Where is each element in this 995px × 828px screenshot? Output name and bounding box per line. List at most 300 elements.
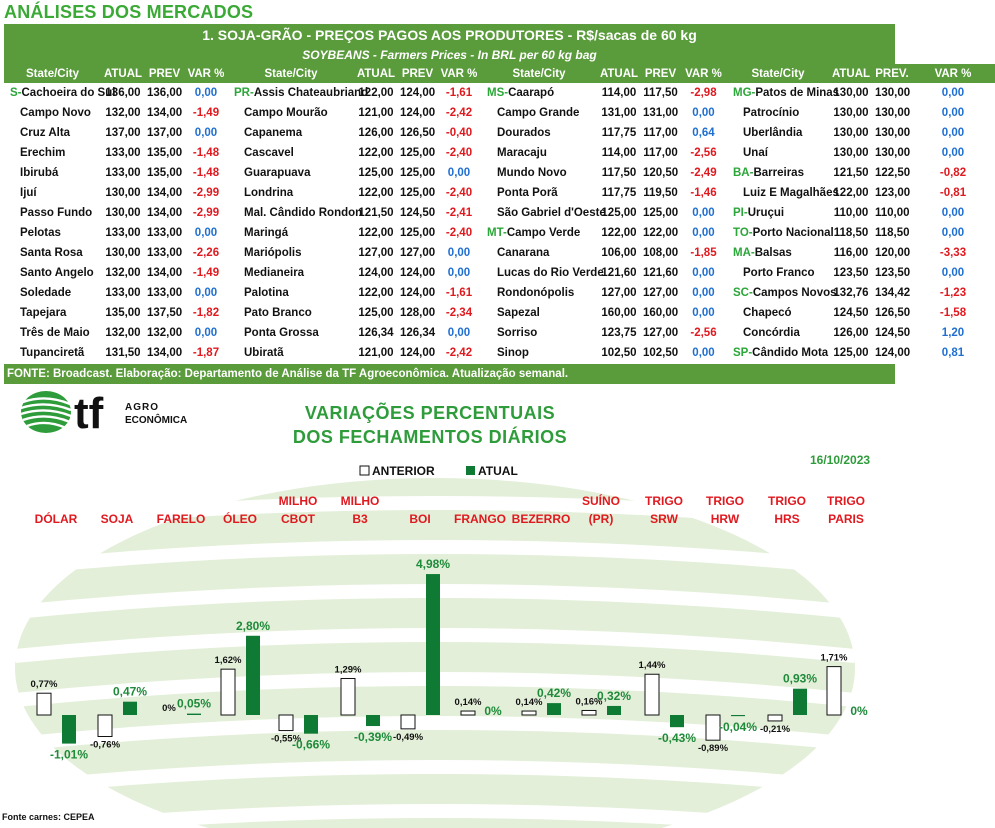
price-previous: 117,00 — [641, 123, 680, 143]
column-header: ATUAL — [829, 64, 873, 83]
state-code: MG- — [733, 86, 756, 99]
category-label: DÓLAR — [34, 512, 78, 526]
price-previous: 124,50 — [398, 203, 437, 223]
logo-mark: tf — [74, 389, 104, 438]
table-row — [4, 323, 995, 343]
city-name: Uberlândia — [743, 127, 803, 139]
price-variation: -0,81 — [911, 183, 995, 203]
city-name: Santo Angelo — [20, 267, 94, 279]
price-variation: -1,61 — [437, 83, 481, 103]
city-name: Chapecó — [743, 307, 792, 319]
bar-anterior — [221, 669, 235, 715]
city-cell — [481, 103, 597, 123]
city-cell — [727, 183, 839, 203]
city-cell — [228, 83, 369, 103]
price-previous: 130,00 — [873, 103, 911, 123]
price-current: 132,00 — [101, 103, 145, 123]
price-previous: 133,00 — [145, 243, 184, 263]
category-label: PARIS — [828, 512, 864, 526]
city-cell — [727, 263, 829, 283]
price-variation: -0,40 — [437, 123, 481, 143]
state-code: PI- — [733, 207, 748, 219]
legend-swatch-anterior — [360, 466, 369, 475]
category-label: FRANGO — [454, 512, 506, 526]
city-cell — [228, 143, 354, 163]
value-label-atual: -0,39% — [353, 730, 393, 745]
bar-atual — [731, 715, 745, 716]
column-header: VAR % — [184, 64, 228, 83]
column-header: State/City — [228, 64, 354, 83]
chart-legend — [360, 464, 518, 478]
bar-anterior — [341, 678, 355, 715]
city-cell — [228, 183, 354, 203]
city-name: Luiz E Magalhães — [743, 187, 839, 199]
bar-anterior — [768, 715, 782, 721]
column-header: PREV — [398, 64, 437, 83]
city-name: Três de Maio — [20, 327, 90, 339]
city-name: Concórdia — [743, 327, 800, 339]
city-cell — [481, 143, 597, 163]
price-variation: 0,00 — [437, 263, 481, 283]
city-cell — [228, 203, 363, 223]
price-current: 125,00 — [354, 163, 398, 183]
city-name: Erechim — [20, 147, 66, 159]
price-previous: 134,42 — [873, 283, 911, 303]
bar-anterior — [582, 710, 596, 715]
city-cell — [228, 303, 354, 323]
chart-source-note: Fonte carnes: CEPEA — [2, 812, 95, 822]
price-variation: -2,26 — [184, 243, 228, 263]
price-current: 122,00 — [354, 83, 398, 103]
price-previous: 127,00 — [641, 323, 680, 343]
price-variation: 0,00 — [680, 263, 727, 283]
price-previous: 117,50 — [641, 83, 680, 103]
value-label-anterior: 1,62% — [214, 655, 242, 667]
price-current: 130,00 — [829, 123, 873, 143]
price-variation: 0,00 — [184, 283, 228, 303]
city-cell — [228, 263, 354, 283]
table-row — [4, 83, 995, 103]
city-name: Caarapó — [508, 86, 555, 99]
price-previous: 117,00 — [641, 143, 680, 163]
city-cell — [481, 163, 597, 183]
price-current: 117,75 — [597, 123, 641, 143]
price-current: 121,50 — [829, 163, 873, 183]
price-current: 121,50 — [354, 203, 398, 223]
bar-anterior — [645, 674, 659, 715]
bar-anterior — [522, 711, 536, 715]
price-previous: 133,00 — [145, 223, 184, 243]
state-code: SC- — [733, 287, 753, 299]
chart-title-line1: VARIAÇÕES PERCENTUAIS — [304, 403, 556, 423]
state-code: S- — [10, 86, 22, 99]
bar-atual — [366, 715, 380, 726]
price-current: 122,00 — [354, 183, 398, 203]
column-header: PREV — [145, 64, 184, 83]
price-variation: -2,40 — [437, 223, 481, 243]
state-code: SP- — [733, 347, 753, 359]
price-variation: -2,56 — [680, 143, 727, 163]
price-current: 130,00 — [101, 183, 145, 203]
table-row — [4, 183, 995, 203]
price-current: 131,50 — [101, 343, 145, 363]
category-label: HRW — [710, 512, 740, 526]
price-variation: 0,00 — [184, 323, 228, 343]
city-cell — [4, 183, 101, 203]
price-current: 121,00 — [354, 103, 398, 123]
price-previous: 124,50 — [873, 323, 911, 343]
price-current: 133,00 — [101, 163, 145, 183]
city-name: Mal. Cândido Rondon — [244, 207, 363, 219]
value-label-anterior: 1,29% — [334, 664, 362, 676]
price-current: 133,00 — [101, 283, 145, 303]
price-previous: 123,50 — [873, 263, 911, 283]
value-label-atual: -0,04% — [718, 720, 758, 735]
chart-title-line2: DOS FECHAMENTOS DIÁRIOS — [292, 427, 568, 447]
city-name: Londrina — [244, 187, 294, 199]
city-cell — [727, 83, 840, 103]
city-cell — [4, 103, 101, 123]
city-name: Soledade — [20, 287, 72, 299]
price-current: 121,60 — [597, 263, 641, 283]
price-previous: 123,00 — [873, 183, 911, 203]
city-name: Cândido Mota — [752, 347, 829, 359]
value-label-anterior: -0,55% — [270, 733, 302, 745]
logo-line2: ECONÔMICA — [125, 415, 188, 426]
value-label-atual: 0,93% — [782, 671, 818, 686]
city-cell — [4, 323, 101, 343]
price-current: 124,50 — [829, 303, 873, 323]
table-body — [4, 83, 995, 363]
price-previous: 125,00 — [398, 183, 437, 203]
table-title: 1. SOJA-GRÃO - PREÇOS PAGOS AOS PRODUTORES - R$/sacas de 60 kg — [4, 24, 895, 46]
price-current: 122,00 — [354, 143, 398, 163]
category-label: ÓLEO — [222, 512, 258, 526]
price-current: 102,50 — [597, 343, 641, 363]
price-current: 130,00 — [101, 243, 145, 263]
city-name: Pato Branco — [244, 307, 312, 319]
price-current: 125,00 — [597, 203, 641, 223]
city-cell — [228, 243, 354, 263]
price-previous: 119,50 — [641, 183, 680, 203]
city-cell — [481, 123, 597, 143]
table-row — [4, 303, 995, 323]
city-name: Porto Franco — [743, 267, 815, 279]
city-cell — [4, 283, 101, 303]
price-current: 127,00 — [597, 283, 641, 303]
bar-atual — [547, 703, 561, 715]
column-header: ATUAL — [354, 64, 398, 83]
city-cell — [727, 303, 829, 323]
price-previous: 125,00 — [398, 223, 437, 243]
price-variation: -2,40 — [437, 183, 481, 203]
table-row — [4, 103, 995, 123]
price-current: 122,00 — [354, 283, 398, 303]
value-label-atual: 2,80% — [235, 618, 271, 633]
value-label-atual: 0% — [850, 704, 868, 718]
price-variation: 0,00 — [911, 263, 995, 283]
city-name: Campos Novos — [752, 287, 837, 299]
price-variation: -1,49 — [184, 103, 228, 123]
city-name: Maracaju — [497, 147, 547, 159]
price-variation: -2,99 — [184, 183, 228, 203]
price-previous: 134,00 — [145, 183, 184, 203]
city-cell — [481, 283, 597, 303]
city-name: Sorriso — [497, 327, 538, 339]
price-variation: -2,40 — [437, 143, 481, 163]
price-previous: 118,50 — [873, 223, 911, 243]
price-variation: -1,48 — [184, 143, 228, 163]
price-current: 121,00 — [354, 343, 398, 363]
value-label-anterior: -0,89% — [697, 743, 729, 755]
city-name: Unaí — [743, 147, 768, 159]
column-header: PREV. — [873, 64, 911, 83]
price-variation: -2,42 — [437, 343, 481, 363]
price-previous: 122,50 — [873, 163, 911, 183]
city-cell — [228, 283, 354, 303]
price-current: 110,00 — [829, 203, 873, 223]
soy-prices-table-panel — [4, 24, 972, 384]
bar-atual — [62, 715, 76, 744]
category-label: SRW — [650, 512, 678, 526]
price-variation: 0,81 — [911, 343, 995, 363]
city-name: Campo Novo — [20, 107, 91, 119]
price-current: 118,50 — [829, 223, 873, 243]
bar-anterior — [279, 715, 293, 731]
city-name: Ponta Porã — [497, 187, 558, 199]
category-label: MILHO — [278, 494, 318, 508]
price-previous: 126,34 — [398, 323, 437, 343]
column-header: State/City — [481, 64, 597, 83]
price-previous: 120,50 — [641, 163, 680, 183]
price-previous: 125,00 — [641, 203, 680, 223]
price-current: 135,00 — [101, 303, 145, 323]
state-code: PR- — [234, 86, 254, 99]
city-name: Dourados — [497, 127, 551, 139]
price-current: 122,00 — [829, 183, 873, 203]
price-current: 130,00 — [829, 103, 873, 123]
column-header: VAR % — [911, 64, 995, 83]
price-previous: 132,00 — [145, 323, 184, 343]
price-current: 130,00 — [829, 83, 873, 103]
price-previous: 128,00 — [398, 303, 437, 323]
price-previous: 124,00 — [873, 343, 911, 363]
price-variation: -2,42 — [437, 103, 481, 123]
city-name: Canarana — [497, 247, 550, 259]
category-label: FARELO — [156, 512, 206, 526]
price-variation: 0,00 — [437, 323, 481, 343]
bar-anterior — [37, 693, 51, 715]
legend-label-anterior: ANTERIOR — [372, 464, 435, 478]
city-cell — [4, 83, 116, 103]
price-current: 130,00 — [829, 143, 873, 163]
column-header: PREV — [641, 64, 680, 83]
city-name: Mundo Novo — [497, 167, 567, 179]
value-label-anterior: 1,44% — [638, 660, 666, 672]
city-name: Medianeira — [244, 267, 305, 279]
column-header: ATUAL — [597, 64, 641, 83]
city-name: Porto Nacional — [752, 227, 834, 239]
city-cell — [481, 303, 597, 323]
price-current: 125,00 — [829, 343, 873, 363]
price-previous: 108,00 — [641, 243, 680, 263]
city-cell — [4, 343, 101, 363]
city-cell — [228, 323, 354, 343]
table-row — [4, 203, 995, 223]
price-current: 117,75 — [597, 183, 641, 203]
price-variation: -1,48 — [184, 163, 228, 183]
price-previous: 126,50 — [873, 303, 911, 323]
city-cell — [481, 183, 597, 203]
legend-label-atual: ATUAL — [478, 464, 518, 478]
price-variation: 0,00 — [437, 243, 481, 263]
table-subtitle: SOYBEANS - Farmers Prices - In BRL per 60 kg bag — [4, 46, 895, 64]
price-previous: 137,50 — [145, 303, 184, 323]
price-current: 106,00 — [597, 243, 641, 263]
city-name: Barreiras — [753, 167, 804, 179]
price-variation: -2,56 — [680, 323, 727, 343]
price-current: 132,00 — [101, 263, 145, 283]
price-current: 133,00 — [101, 143, 145, 163]
price-current: 126,00 — [354, 123, 398, 143]
city-name: São Gabriel d'Oeste — [497, 207, 606, 219]
price-previous: 130,00 — [873, 123, 911, 143]
price-previous: 124,00 — [398, 103, 437, 123]
value-label-atual: 0,47% — [112, 684, 148, 699]
table-header-row — [4, 64, 995, 83]
city-name: Rondonópolis — [497, 287, 575, 299]
price-previous: 131,00 — [641, 103, 680, 123]
price-previous: 130,00 — [873, 143, 911, 163]
price-variation: -1,23 — [911, 283, 995, 303]
price-previous: 102,50 — [641, 343, 680, 363]
value-label-atual: 0% — [484, 704, 502, 718]
category-label: SUÍNO — [581, 494, 621, 508]
value-label-anterior: 0,14% — [454, 697, 482, 709]
category-label: BOI — [409, 512, 431, 526]
price-variation: 0,64 — [680, 123, 727, 143]
column-header: State/City — [727, 64, 829, 83]
price-previous: 134,00 — [145, 343, 184, 363]
value-label-atual: 0,05% — [176, 696, 212, 711]
price-previous: 124,00 — [398, 343, 437, 363]
price-variation: -1,58 — [911, 303, 995, 323]
price-previous: 134,00 — [145, 263, 184, 283]
value-label-atual: -0,43% — [657, 731, 697, 746]
table-row — [4, 343, 995, 363]
price-variation: 0,00 — [680, 303, 727, 323]
city-cell — [4, 223, 101, 243]
price-current: 137,00 — [101, 123, 145, 143]
category-label: BEZERRO — [511, 512, 571, 526]
city-name: Maringá — [244, 227, 289, 239]
bar-atual — [304, 715, 318, 734]
city-name: Capanema — [244, 127, 303, 139]
table-row — [4, 283, 995, 303]
price-previous: 121,60 — [641, 263, 680, 283]
city-cell — [481, 323, 597, 343]
category-label: TRIGO — [645, 494, 683, 508]
city-name: Cachoeira do Sul — [21, 86, 116, 99]
price-current: 125,00 — [354, 303, 398, 323]
price-variation: 0,00 — [680, 103, 727, 123]
city-cell — [727, 243, 829, 263]
price-previous: 110,00 — [873, 203, 911, 223]
city-name: Palotina — [244, 287, 289, 299]
bar-anterior — [461, 711, 475, 715]
bar-atual — [607, 706, 621, 715]
price-variation: 0,00 — [911, 103, 995, 123]
city-cell — [4, 163, 101, 183]
price-variation: -1,61 — [437, 283, 481, 303]
price-previous: 134,00 — [145, 103, 184, 123]
city-cell — [481, 83, 597, 103]
city-name: Campo Mourão — [244, 107, 328, 119]
city-name: Tupanciretã — [20, 347, 85, 359]
city-cell — [481, 343, 597, 363]
price-current: 127,00 — [354, 243, 398, 263]
city-name: Ubiratã — [244, 347, 284, 359]
city-cell — [228, 163, 354, 183]
city-name: Ijuí — [20, 187, 37, 199]
price-previous: 135,00 — [145, 163, 184, 183]
price-variation: -1,82 — [184, 303, 228, 323]
city-cell — [727, 343, 829, 363]
legend-swatch-atual — [466, 466, 475, 475]
bar-atual — [246, 636, 260, 715]
price-previous: 130,00 — [873, 83, 911, 103]
value-label-anterior: 1,71% — [820, 652, 848, 664]
value-label-atual: 0,42% — [536, 686, 572, 701]
value-label-atual: 4,98% — [415, 557, 451, 572]
price-variation: 0,00 — [911, 203, 995, 223]
price-previous: 134,00 — [145, 203, 184, 223]
city-name: Assis Chateaubriand — [253, 86, 369, 99]
city-cell — [727, 123, 829, 143]
price-current: 126,34 — [354, 323, 398, 343]
column-header: ATUAL — [101, 64, 145, 83]
city-cell — [727, 283, 837, 303]
price-variation: 0,00 — [911, 123, 995, 143]
state-code: MA- — [733, 247, 755, 259]
category-label: CBOT — [281, 512, 315, 526]
city-name: Passo Fundo — [20, 207, 93, 219]
value-label-anterior: -0,76% — [89, 739, 121, 751]
city-name: Patrocínio — [743, 107, 800, 119]
city-cell — [4, 263, 101, 283]
city-name: Santa Rosa — [20, 247, 83, 259]
price-previous: 136,00 — [145, 83, 184, 103]
city-cell — [481, 243, 597, 263]
price-variation: 0,00 — [680, 223, 727, 243]
city-cell — [481, 223, 597, 243]
value-label-anterior: 0% — [162, 703, 176, 714]
table-row — [4, 143, 995, 163]
category-label: HRS — [774, 512, 800, 526]
category-label: MILHO — [340, 494, 380, 508]
price-variation: 0,00 — [680, 283, 727, 303]
price-current: 116,00 — [829, 243, 873, 263]
category-label: TRIGO — [827, 494, 865, 508]
city-cell — [228, 223, 354, 243]
city-name: Lucas do Rio Verde — [497, 267, 604, 279]
price-variation: 0,00 — [184, 123, 228, 143]
city-name: Cascavel — [244, 147, 294, 159]
city-cell — [4, 243, 101, 263]
price-previous: 133,00 — [145, 283, 184, 303]
price-variation: 0,00 — [437, 163, 481, 183]
price-previous: 126,50 — [398, 123, 437, 143]
